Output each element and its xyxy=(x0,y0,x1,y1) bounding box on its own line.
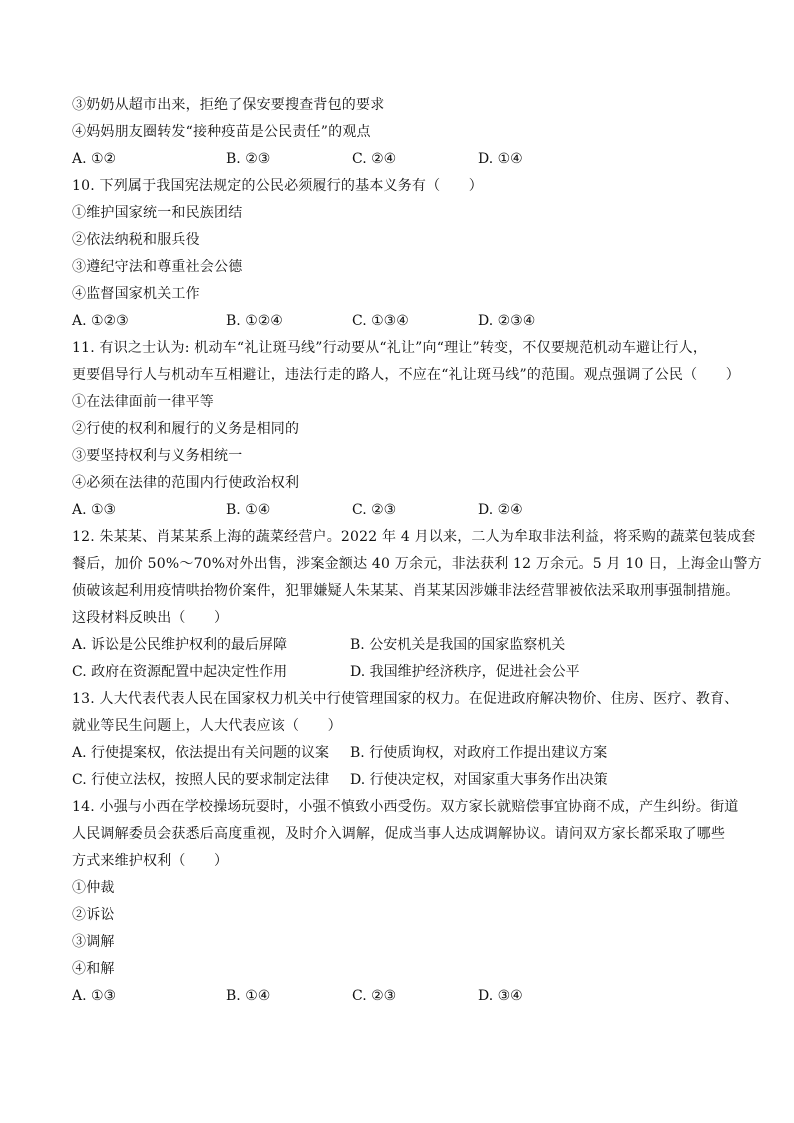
q9-option-b[interactable]: B. ②③ xyxy=(226,151,271,167)
q13-options-row-1 xyxy=(72,740,748,767)
q14-options xyxy=(72,983,748,1010)
q11-option-c[interactable]: C. ②③ xyxy=(352,502,397,518)
q12-option-a[interactable]: A. 诉讼是公民维护权利的最后屏障 xyxy=(72,637,288,653)
q11-item-4: ④必须在法律的范围内行使政治权利 xyxy=(72,475,300,491)
q10-option-c[interactable]: C. ①③④ xyxy=(352,313,409,329)
q10-option-b[interactable]: B. ①②④ xyxy=(226,313,283,329)
q12-option-d[interactable]: D. 我国维护经济秩序，促进社会公平 xyxy=(350,664,580,680)
q12-options-row-1 xyxy=(72,632,748,659)
q11-item-3: ③要坚持权利与义务相统一 xyxy=(72,448,243,464)
q12-stem-line-1: 12. 朱某某、肖某某系上海的蔬菜经营户。2022 年 4 月以来，二人为牟取非法利益，将采购的蔬菜包装成套 xyxy=(72,529,756,545)
q14-stem-line-3: 方式来维护权利（ ） xyxy=(72,853,229,869)
q11-option-a[interactable]: A. ①③ xyxy=(72,502,117,518)
q14-option-d[interactable]: D. ③④ xyxy=(478,988,523,1004)
q14-option-b[interactable]: B. ①④ xyxy=(226,988,271,1004)
q12-stem-line-4: 这段材料反映出（ ） xyxy=(72,610,229,626)
q13-option-c[interactable]: C. 行使立法权，按照人民的要求制定法律 xyxy=(72,772,330,788)
q10-options xyxy=(72,308,748,335)
q12-option-b[interactable]: B. 公安机关是我国的国家监察机关 xyxy=(350,637,566,653)
q12-option-c[interactable]: C. 政府在资源配置中起决定性作用 xyxy=(72,664,288,680)
q9-option-c[interactable]: C. ②④ xyxy=(352,151,397,167)
q10-item-2: ②依法纳税和服兵役 xyxy=(72,232,200,248)
q11-options xyxy=(72,497,748,524)
q12-stem-line-3: 侦破该起利用疫情哄抬物价案件，犯罪嫌疑人朱某某、肖某某因涉嫌非法经营罪被依法采取刑事强制措施。 xyxy=(72,583,740,599)
q14-option-a[interactable]: A. ①③ xyxy=(72,988,117,1004)
q13-stem-line-1: 13. 人大代表代表人民在国家权力机关中行使管理国家的权力。在促进政府解决物价、住房、医疗、教育、 xyxy=(72,691,739,707)
q9-option-d[interactable]: D. ①④ xyxy=(478,151,523,167)
q10-item-3: ③遵纪守法和尊重社会公德 xyxy=(72,259,243,275)
q13-options-row-2 xyxy=(72,767,748,794)
exam-page xyxy=(72,92,762,1010)
q14-item-1: ①仲裁 xyxy=(72,880,115,896)
q13-option-d[interactable]: D. 行使决定权，对国家重大事务作出决策 xyxy=(350,772,608,788)
q13-option-a[interactable]: A. 行使提案权，依法提出有关问题的议案 xyxy=(72,745,330,761)
q10-stem: 10. 下列属于我国宪法规定的公民必须履行的基本义务有（ ） xyxy=(72,178,483,194)
q14-option-c[interactable]: C. ②③ xyxy=(352,988,397,1004)
q14-item-3: ③调解 xyxy=(72,934,115,950)
q14-stem-line-2: 人民调解委员会获悉后高度重视，及时介入调解，促成当事人达成调解协议。请问双方家长都采取了哪些 xyxy=(72,826,726,842)
q9-option-a[interactable]: A. ①② xyxy=(72,151,117,167)
q11-option-b[interactable]: B. ①④ xyxy=(226,502,271,518)
q9-item-4: ④妈妈朋友圈转发“接种疫苗是公民责任”的观点 xyxy=(72,124,371,140)
q14-stem-line-1: 14. 小强与小西在学校操场玩耍时，小强不慎致小西受伤。双方家长就赔偿事宜协商不成，产生纠纷。街道 xyxy=(72,799,739,815)
q9-options xyxy=(72,146,748,173)
q10-option-d[interactable]: D. ②③④ xyxy=(478,313,536,329)
q11-stem-line-1: 11. 有识之士认为: 机动车“礼让斑马线”行动要从“礼让”向“理让”转变，不仅要规范机动车避让行人， xyxy=(72,340,708,356)
q11-item-2: ②行使的权利和履行的义务是相同的 xyxy=(72,421,300,437)
q10-item-4: ④监督国家机关工作 xyxy=(72,286,200,302)
q10-option-a[interactable]: A. ①②③ xyxy=(72,313,129,329)
q10-item-1: ①维护国家统一和民族团结 xyxy=(72,205,243,221)
q14-item-4: ④和解 xyxy=(72,961,115,977)
q12-stem-line-2: 餐后，加价 50%～70%对外出售，涉案金额达 40 万余元，非法获利 12 万余元。5 月 10 日，上海金山警方 xyxy=(72,556,762,572)
q14-item-2: ②诉讼 xyxy=(72,907,115,923)
q13-stem-line-2: 就业等民生问题上，人大代表应该（ ） xyxy=(72,718,342,734)
q11-stem-line-2: 更要倡导行人与机动车互相避让，违法行走的路人，不应在“礼让斑马线”的范围。观点强调了公民（ ） xyxy=(72,367,740,383)
q12-options-row-2 xyxy=(72,659,748,686)
q11-option-d[interactable]: D. ②④ xyxy=(478,502,523,518)
q13-option-b[interactable]: B. 行使质询权，对政府工作提出建议方案 xyxy=(350,745,608,761)
q9-item-3: ③奶奶从超市出来，拒绝了保安要搜查背包的要求 xyxy=(72,97,385,113)
q11-item-1: ①在法律面前一律平等 xyxy=(72,394,214,410)
